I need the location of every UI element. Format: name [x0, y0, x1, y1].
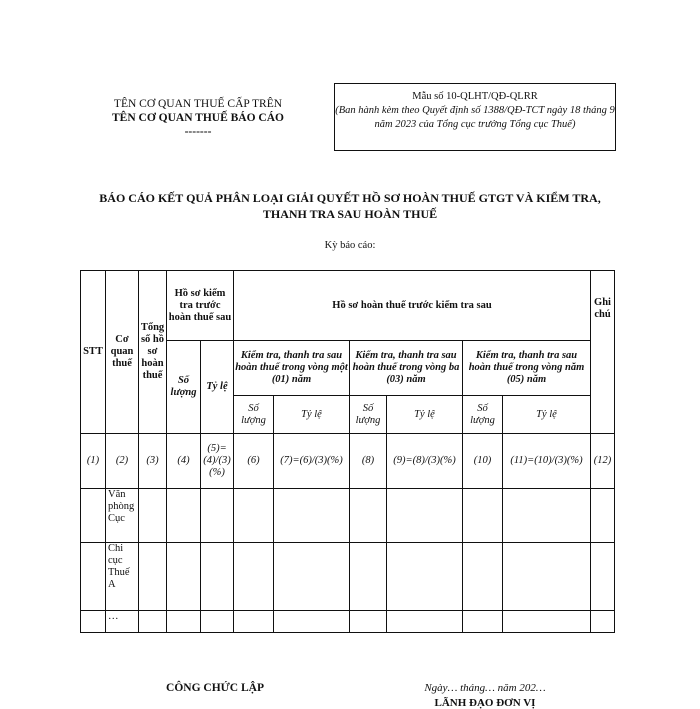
- column-number-7: (7)=(6)/(3)(%): [274, 434, 350, 489]
- header-3yr-quantity: Số lượng: [350, 396, 387, 434]
- header-within-1-year: Kiểm tra, thanh tra sau hoàn thuế trong vòng một (01) năm: [234, 341, 350, 396]
- column-number-8: (8): [350, 434, 387, 489]
- header-1yr-rate: Tỷ lệ: [274, 396, 350, 434]
- header-5yr-rate: Tỷ lệ: [503, 396, 591, 434]
- column-number-2: (2): [106, 434, 139, 489]
- column-number-12: (12): [591, 434, 615, 489]
- column-number-10: (10): [463, 434, 503, 489]
- header-1yr-quantity: Số lượng: [234, 396, 274, 434]
- column-number-4: (4): [167, 434, 201, 489]
- reporting-agency-name: TÊN CƠ QUAN THUẾ BÁO CÁO: [112, 112, 284, 124]
- table-row: [81, 489, 615, 543]
- table-row: [81, 543, 615, 611]
- report-period-label: Kỳ báo cáo:: [324, 240, 376, 251]
- approver-signature-label: LÃNH ĐẠO ĐƠN VỊ: [434, 697, 536, 709]
- report-title: [60, 190, 640, 222]
- preparer-signature-label: CÔNG CHỨC LẬP: [166, 682, 264, 694]
- column-number-11: (11)=(10)/(3)(%): [503, 434, 591, 489]
- row-agency-name: Chi cục Thuế A: [106, 543, 139, 611]
- header-pre-rate: Tỷ lệ: [201, 341, 234, 434]
- agency-header: [98, 97, 298, 139]
- table-row: [81, 611, 615, 633]
- header-note: Ghi chú: [591, 271, 615, 434]
- column-number-6: (6): [234, 434, 274, 489]
- column-number-1: (1): [81, 434, 106, 489]
- parent-agency-name: TÊN CƠ QUAN THUẾ CẤP TRÊN: [113, 98, 283, 110]
- header-pre-check: Hồ sơ kiểm tra trước hoàn thuế sau: [167, 271, 234, 341]
- column-number-3: (3): [139, 434, 167, 489]
- header-within-5-years: Kiểm tra, thanh tra sau hoàn thuế trong vòng năm (05) năm: [463, 341, 591, 396]
- header-row-1: [81, 271, 615, 341]
- row-agency-name: …: [106, 611, 139, 633]
- report-title-line-1: BÁO CÁO KẾT QUẢ PHÂN LOẠI GIẢI QUYẾT HỒ SƠ HOÀN THUẾ GTGT VÀ KIỂM TRA,: [99, 191, 601, 205]
- header-total: Tổng số hồ sơ hoàn thuế: [139, 271, 167, 434]
- report-table: [80, 270, 615, 633]
- signature-date-line: Ngày… tháng… năm 202…: [424, 682, 546, 694]
- column-number-row: [81, 434, 615, 489]
- form-code-box: [334, 83, 616, 151]
- header-stt: STT: [81, 271, 106, 434]
- report-title-line-2: THANH TRA SAU HOÀN THUẾ: [262, 207, 438, 221]
- column-number-5: (5)=(4)/(3)(%): [201, 434, 234, 489]
- header-pre-quantity: Số lượng: [167, 341, 201, 434]
- form-issuance-note: (Ban hành kèm theo Quyết định số 1388/QĐ-TCT ngày 18 tháng 9 năm 2023 của Tổng cục trưởng Tổng cục Thuế): [335, 105, 615, 130]
- column-number-9: (9)=(8)/(3)(%): [387, 434, 463, 489]
- header-3yr-rate: Tỷ lệ: [387, 396, 463, 434]
- header-agency: Cơ quan thuế: [106, 271, 139, 434]
- row-agency-name: Văn phòng Cục: [106, 489, 139, 543]
- header-5yr-quantity: Số lượng: [463, 396, 503, 434]
- header-dashes: -------: [184, 126, 212, 138]
- form-code: Mẫu số 10-QLHT/QĐ-QLRR: [412, 91, 538, 102]
- header-within-3-years: Kiểm tra, thanh tra sau hoàn thuế trong vòng ba (03) năm: [350, 341, 463, 396]
- header-post-check: Hồ sơ hoàn thuế trước kiểm tra sau: [234, 271, 591, 341]
